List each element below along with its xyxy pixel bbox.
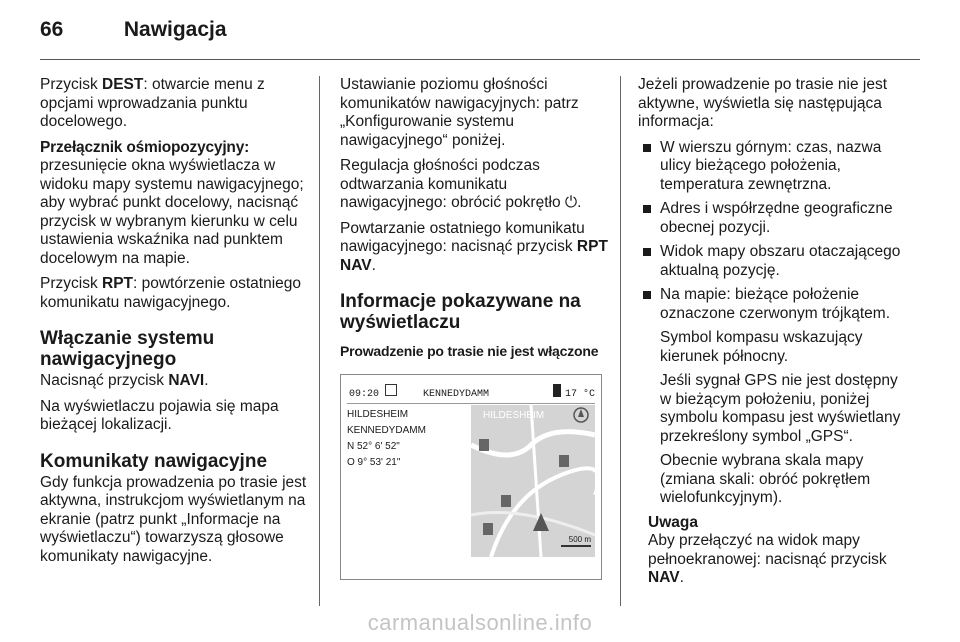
volume-adjust-text: Regulacja głośności podczas odtwarzania komunikatu nawigacyjnego: obrócić pokrętło ⏻.	[340, 157, 582, 211]
route-icon	[385, 384, 397, 396]
thermometer-icon	[553, 384, 561, 397]
dest-key: DEST	[102, 76, 144, 93]
column-1	[40, 76, 308, 573]
note-block	[638, 514, 908, 588]
screen-line: N 52° 6' 52"	[347, 441, 400, 452]
info-bullet-list	[638, 139, 908, 324]
navi-text: Na wyświetlaczu pojawia się mapa bieżącej lokalizacji.	[40, 397, 279, 433]
list-item: Adres i współrzędne geograficzne obecnej pozycji.	[638, 200, 908, 237]
switch-text: przesunięcie okna wyświetlacza w widoku mapy systemu nawigacyjnego; aby wybrać punkt docelowy, nacisnąć przycisk w wybranym kierunku w celu ustawienia wskaźnika nad punktem docelowym na mapie.	[40, 157, 304, 267]
screen-line: O 9° 53' 21"	[347, 457, 401, 468]
page-title: Nawigacja	[123, 18, 227, 41]
gps-text: Jeśli sygnał GPS nie jest dostępny w bieżącym położeniu, poniżej symbolu kompasu jest wyświetlany przekreślony symbol „GPS“.	[660, 372, 901, 445]
page-number: 66	[40, 18, 64, 41]
map-scale-label: 500 m	[568, 534, 591, 544]
list-item: Na mapie: bieżące położenie oznaczone czerwonym trójkątem.	[638, 286, 908, 323]
messages-text: Gdy funkcja prowadzenia po trasie jest aktywna, instrukcjom wyświetlanym na ekranie (patrz punkt „Informacje na wyświetlaczu“) towarzyszą głosowe komunikaty nawigacyjne.	[40, 473, 307, 565]
list-item: W wierszu górnym: czas, nazwa ulicy bieżącego położenia, temperatura zewnętrzna.	[638, 139, 908, 195]
info-intro: Jeżeli prowadzenie po trasie nie jest aktywne, wyświetla się następująca informacja:	[638, 76, 887, 130]
volume-setting-text: Ustawianie poziomu głośności komunikatów nawigacyjnych: patrz „Konfigurowanie systemu nawigacyjnego“ poniżej.	[340, 76, 579, 149]
note-key: NAV	[648, 569, 680, 586]
map-city-label: HILDESHEIM	[483, 410, 545, 421]
note-text: Aby przełączyć na widok mapy pełnoekranowej: nacisnąć przycisk NAV.	[648, 532, 887, 586]
bullet-square-icon	[643, 248, 651, 256]
rpt-key: RPT	[102, 275, 133, 292]
heading-navigation-messages: Komunikaty nawigacyjne	[40, 450, 268, 472]
page-header	[40, 18, 227, 42]
list-item: Widok mapy obszaru otaczającego aktualną pozycję.	[638, 243, 908, 280]
screen-status-bar	[347, 381, 595, 404]
heading-display-info: Informacje pokazywane na wyświetlaczu	[340, 291, 581, 333]
heading-enable-navigation: Włączanie systemu nawigacyjnego	[40, 328, 215, 370]
scale-text: Obecnie wybrana skala mapy (zmiana skali: obróć pokrętłem wielofunkcyjnym).	[660, 452, 871, 506]
repeat-key: RPT NAV	[340, 238, 608, 274]
column-divider-2	[620, 76, 621, 606]
screen-address	[347, 407, 467, 471]
column-3	[638, 76, 908, 588]
column-2	[340, 76, 608, 580]
bullet-square-icon	[643, 205, 651, 213]
navi-paragraph: Nacisnąć przycisk NAVI.	[40, 372, 209, 389]
screen-temp: 17 °C	[565, 389, 596, 400]
column-divider-1	[319, 76, 320, 606]
bullet-square-icon	[643, 291, 651, 299]
bullet-square-icon	[643, 144, 651, 152]
screen-line: KENNEDYDAMM	[347, 425, 426, 436]
rpt-paragraph: Przycisk RPT: powtórzenie ostatniego komunikatu nawigacyjnego.	[40, 275, 302, 311]
watermark: carmanualsonline.info	[367, 610, 593, 635]
screen-map	[471, 405, 595, 557]
note-title: Uwaga	[648, 513, 698, 531]
compass-text: Symbol kompasu wskazujący kierunek północny.	[660, 329, 863, 365]
dest-paragraph: Przycisk DEST: otwarcie menu z opcjami wprowadzania punktu docelowego.	[40, 76, 265, 130]
repeat-paragraph: Powtarzanie ostatniego komunikatu nawigacyjnego: nacisnąć przycisk RPT NAV.	[340, 219, 608, 274]
screen-street: KENNEDYDAMM	[423, 389, 490, 400]
header-rule	[40, 59, 920, 60]
switch-label: Przełącznik ośmiopozycyjny:	[40, 138, 250, 156]
screen-line: HILDESHEIM	[347, 409, 409, 420]
display-screenshot	[340, 374, 602, 580]
navi-key: NAVI	[168, 372, 205, 389]
heading-guidance-inactive: Prowadzenie po trasie nie jest włączone	[340, 343, 599, 359]
screen-time: 09:20	[349, 389, 380, 400]
